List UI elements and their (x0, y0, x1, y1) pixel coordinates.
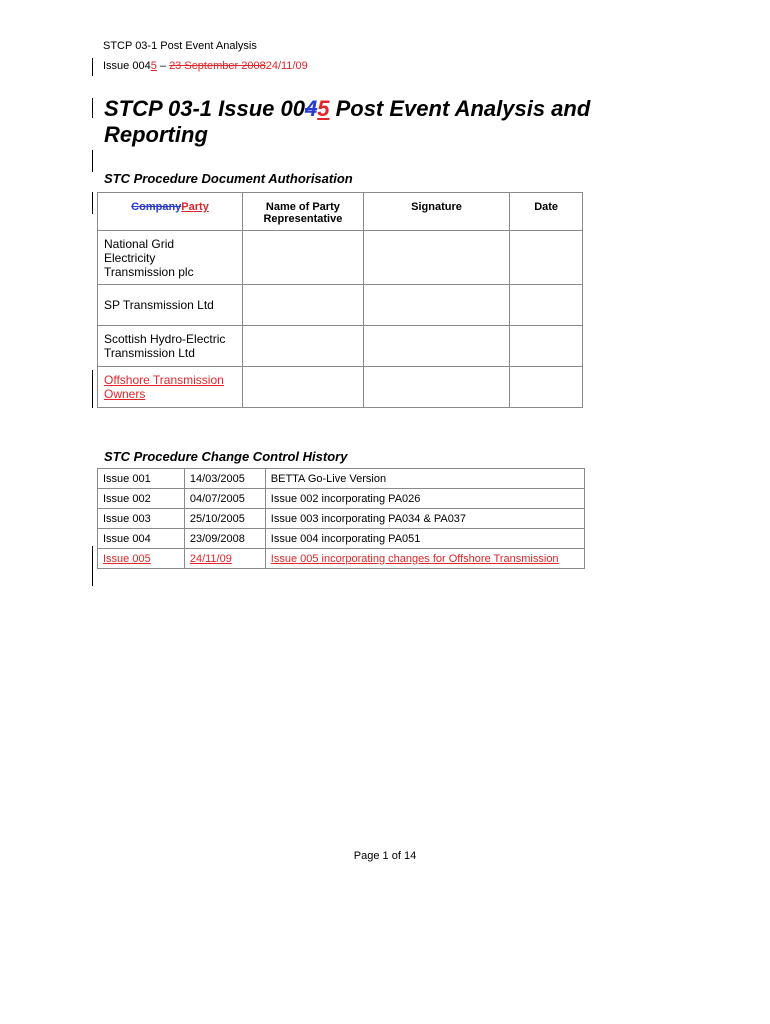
authorisation-heading: STC Procedure Document Authorisation (104, 171, 353, 186)
issue-date-deleted: 23 September 2008 (169, 60, 266, 72)
issue-prefix: Issue 004 (103, 60, 151, 72)
date-cell: 14/03/2005 (184, 469, 265, 489)
date-cell: 23/09/2008 (184, 529, 265, 549)
page-title (104, 96, 624, 148)
date-cell: 04/07/2005 (184, 489, 265, 509)
signature-cell (363, 231, 509, 285)
table-row (98, 231, 583, 285)
date-cell (510, 326, 583, 367)
table-row (98, 509, 585, 529)
party-cell (98, 326, 243, 367)
history-table (97, 468, 585, 569)
change-bar (92, 150, 93, 172)
table-row (98, 489, 585, 509)
description-cell: Issue 005 incorporating changes for Offshore Transmission (265, 549, 584, 569)
signature-cell (243, 231, 364, 285)
title-deleted-digit: 4 (304, 96, 318, 121)
signature-cell (363, 367, 509, 408)
signature-cell (243, 326, 364, 367)
running-header-title: STCP 03-1 Post Event Analysis (103, 40, 257, 52)
issue-cell: Issue 005 (98, 549, 185, 569)
table-row (98, 367, 583, 408)
table-row (98, 326, 583, 367)
party-header-deleted: Company (131, 201, 182, 213)
party-name: National Grid Electricity Transmission plc (104, 237, 194, 279)
party-cell (98, 285, 243, 326)
date-cell (510, 367, 583, 408)
issue-cell: Issue 003 (98, 509, 185, 529)
date-cell: 24/11/09 (184, 549, 265, 569)
name-column-header: Name of Party Representative (243, 193, 364, 231)
authorisation-table (97, 192, 583, 408)
issue-cell: Issue 004 (98, 529, 185, 549)
table-row (98, 529, 585, 549)
issue-date-inserted: 24/11/09 (265, 60, 308, 72)
signature-cell (243, 367, 364, 408)
party-name: Scottish Hydro-Electric Transmission Ltd (104, 332, 226, 360)
date-column-header: Date (510, 193, 583, 231)
change-bar (92, 98, 93, 118)
page-number: Page 1 of 14 (353, 850, 417, 862)
table-row (98, 285, 583, 326)
signature-cell (243, 285, 364, 326)
change-bar (92, 546, 93, 586)
party-name: Offshore Transmission Owners (104, 373, 224, 401)
date-cell: 25/10/2005 (184, 509, 265, 529)
title-inserted-digit: 5 (317, 96, 330, 121)
party-column-header (98, 193, 243, 231)
change-bar (92, 58, 93, 76)
description-cell: Issue 002 incorporating PA026 (265, 489, 584, 509)
party-name: SP Transmission Ltd (104, 298, 214, 312)
authorisation-header-row (98, 193, 583, 231)
history-heading: STC Procedure Change Control History (104, 449, 348, 464)
running-header-issue (103, 60, 308, 72)
party-cell (98, 231, 243, 285)
issue-cell: Issue 002 (98, 489, 185, 509)
description-cell: Issue 004 incorporating PA051 (265, 529, 584, 549)
title-part2: Post Event Analysis and Reporting (104, 96, 591, 147)
party-cell (98, 367, 243, 408)
table-row (98, 469, 585, 489)
signature-column-header: Signature (363, 193, 509, 231)
description-cell: BETTA Go-Live Version (265, 469, 584, 489)
signature-cell (363, 285, 509, 326)
issue-cell: Issue 001 (98, 469, 185, 489)
description-cell: Issue 003 incorporating PA034 & PA037 (265, 509, 584, 529)
title-part1: STCP 03-1 Issue 00 (104, 96, 305, 121)
issue-inserted-digit: 5 (150, 60, 157, 72)
date-cell (510, 231, 583, 285)
table-row (98, 549, 585, 569)
date-cell (510, 285, 583, 326)
change-bar (92, 192, 93, 214)
signature-cell (363, 326, 509, 367)
party-header-inserted: Party (181, 201, 209, 213)
change-bar (92, 370, 93, 408)
issue-dash: – (156, 60, 170, 72)
